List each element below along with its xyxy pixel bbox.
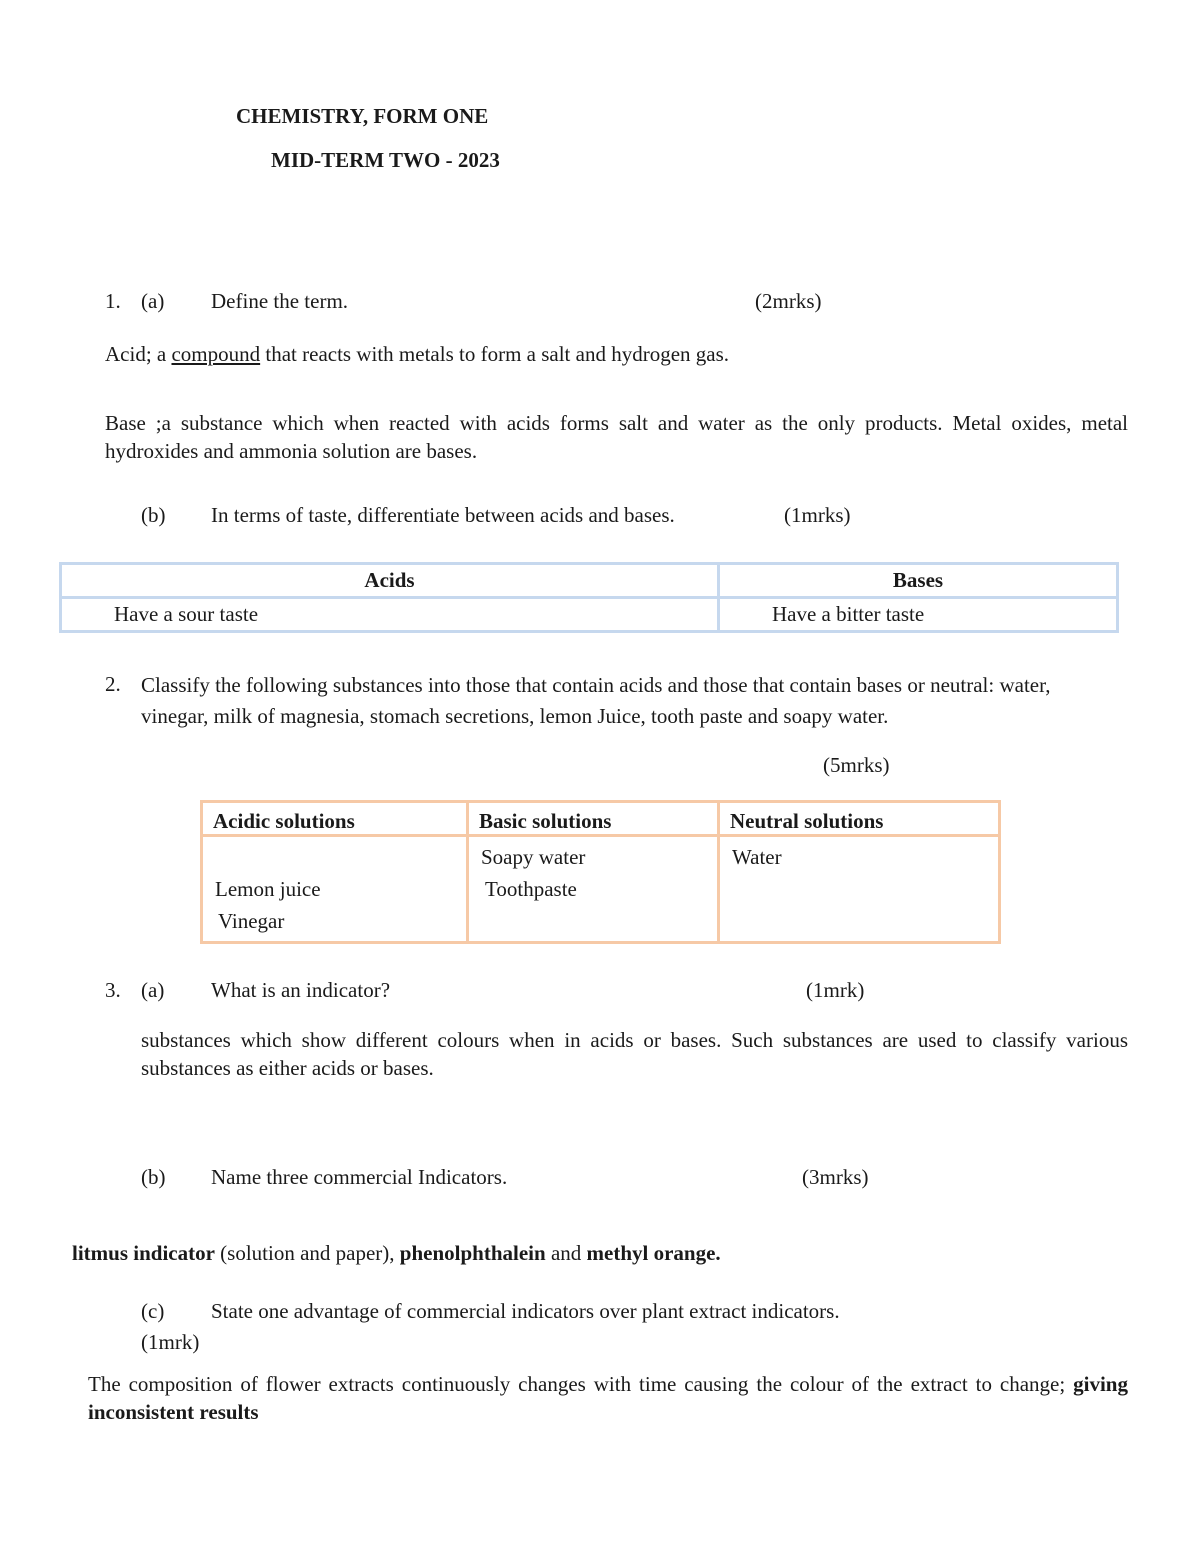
basic-item-toothpaste: Toothpaste xyxy=(485,877,577,901)
cell-neutral xyxy=(719,836,1000,943)
header-basic: Basic solutions xyxy=(468,802,719,836)
answer-phenolphthalein: phenolphthalein xyxy=(399,1241,546,1265)
q3c-label: (c) xyxy=(141,1299,165,1323)
basic-item-soapy: Soapy water xyxy=(481,845,586,869)
taste-cell-bases: Have a bitter taste xyxy=(719,598,1118,632)
q3c-marks: (1mrk) xyxy=(141,1330,200,1354)
acid-suffix: that reacts with metals to form a salt and hydrogen gas. xyxy=(260,342,730,366)
answer-plain-2: and xyxy=(545,1241,587,1265)
neutral-item-water: Water xyxy=(732,845,782,869)
answer-litmus: litmus indicator xyxy=(72,1241,215,1265)
acid-prefix: Acid; a xyxy=(105,342,172,366)
taste-table xyxy=(59,562,1119,633)
q3c-answer-plain: The composition of flower extracts continuously changes with time causing the colour of the extract to change; xyxy=(88,1372,1074,1396)
table-row xyxy=(61,598,1118,632)
q3a-marks: (1mrk) xyxy=(806,978,865,1002)
classification-table xyxy=(200,800,1001,944)
q3c-answer xyxy=(88,1370,1128,1426)
q2-question: Classify the following substances into those that contain acids and those that contain bases or neutral: water, vinegar, milk of magnesia, stomach secretions, lemon Juice, tooth paste and soapy water. xyxy=(141,673,1051,728)
q1a-base-definition: Base ;a substance which when reacted with acids forms salt and water as the only products. Metal oxides, metal hydroxides and ammonia solution are bases. xyxy=(105,411,1128,463)
q1b-marks: (1mrks) xyxy=(784,503,851,527)
table-row xyxy=(202,836,1000,943)
q3b-answer xyxy=(72,1241,721,1266)
q1b-label: (b) xyxy=(141,503,166,527)
q3b-label: (b) xyxy=(141,1165,166,1189)
q1a-acid-definition xyxy=(105,342,729,367)
q3a-label: (a) xyxy=(141,978,165,1002)
q2-marks: (5mrks) xyxy=(823,753,890,777)
acidic-item-blank xyxy=(215,841,456,873)
taste-cell-acids: Have a sour taste xyxy=(61,598,719,632)
q3c-question: State one advantage of commercial indicators over plant extract indicators. xyxy=(211,1299,840,1323)
q3c-answer-bold: giving inconsistent results xyxy=(88,1372,1128,1424)
title-line-2: MID-TERM TWO - 2023 xyxy=(271,148,500,172)
q3a-question: What is an indicator? xyxy=(211,978,391,1002)
title-line-1: CHEMISTRY, FORM ONE xyxy=(236,104,489,128)
header-acidic: Acidic solutions xyxy=(202,802,468,836)
q3a-answer: substances which show different colours when in acids or bases. Such substances are used to classify various substances as either acids or bases. xyxy=(141,1028,1128,1080)
q1a-label: (a) xyxy=(141,289,165,313)
acidic-item-lemon: Lemon juice xyxy=(215,877,321,901)
answer-plain-1: (solution and paper), xyxy=(214,1241,400,1265)
taste-header-bases: Bases xyxy=(719,564,1118,598)
acidic-item-vinegar: Vinegar xyxy=(218,909,285,933)
q2-number: 2. xyxy=(105,672,121,696)
q3b-marks: (3mrks) xyxy=(802,1165,869,1189)
acid-underlined-word: compound xyxy=(171,342,261,366)
q1-number: 1. xyxy=(105,289,121,313)
taste-header-acids: Acids xyxy=(61,564,719,598)
q1a-marks: (2mrks) xyxy=(755,289,822,313)
classification-header-row xyxy=(202,802,1000,836)
q1a-question: Define the term. xyxy=(211,289,349,313)
q3b-question: Name three commercial Indicators. xyxy=(211,1165,508,1189)
cell-acidic xyxy=(202,836,468,943)
q1b-question: In terms of taste, differentiate between acids and bases. xyxy=(211,503,675,527)
taste-table-header-row xyxy=(61,564,1118,598)
cell-basic xyxy=(468,836,719,943)
answer-methyl-orange: methyl orange. xyxy=(586,1241,721,1265)
q3-number: 3. xyxy=(105,978,121,1002)
header-neutral: Neutral solutions xyxy=(719,802,1000,836)
